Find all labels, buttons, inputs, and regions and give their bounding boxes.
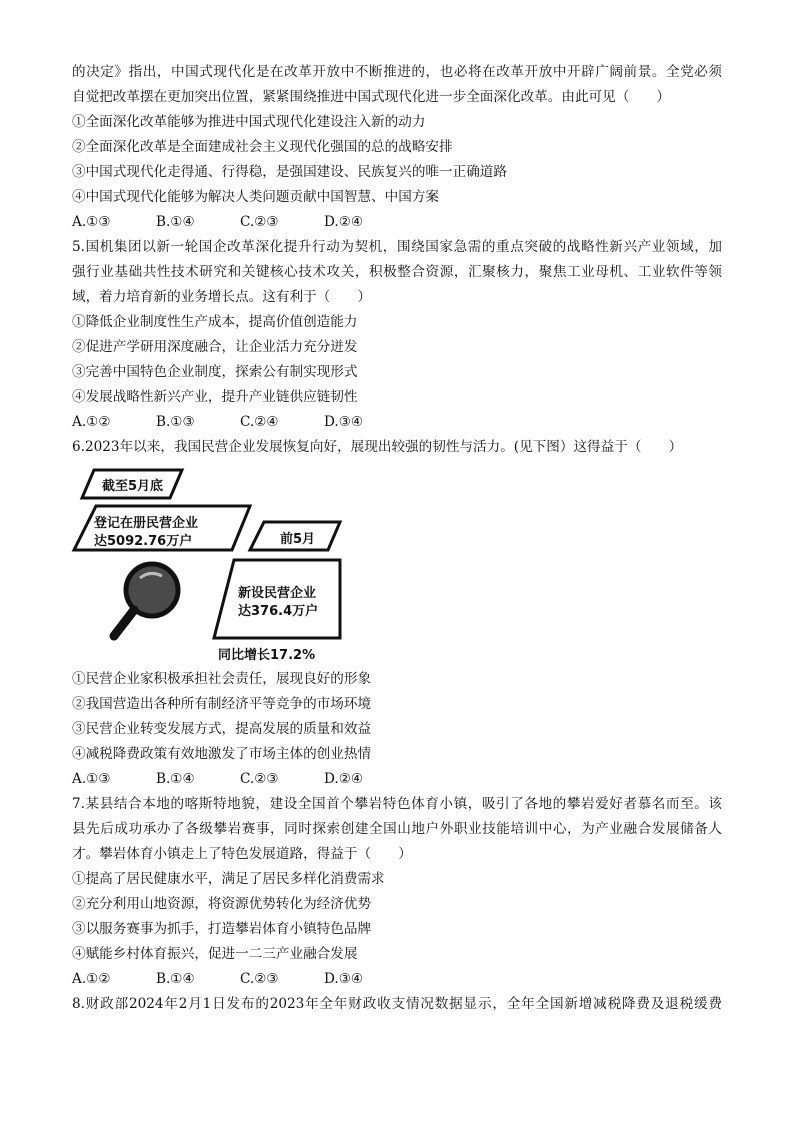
q7-choice-a: A.①② xyxy=(72,971,111,987)
q4-choice-b: B.①④ xyxy=(156,214,195,230)
q7-option-4: ④赋能乡村体育振兴，促进一二三产业融合发展 xyxy=(72,946,358,962)
q6-option-2: ②我国营造出各种所有制经济平等竞争的市场环境 xyxy=(72,696,372,712)
q7-choices xyxy=(72,970,408,988)
q4-stem-line-2: 自觉把改革摆在更加突出位置，紧紧围绕推进中国式现代化进一步全面深化改革。由此可见（ ） xyxy=(72,89,671,105)
q4-option-3: ③中国式现代化走得通、行得稳，是强国建设、民族复兴的唯一正确道路 xyxy=(72,164,507,180)
figure-label-deadline: 截至5月底 xyxy=(102,479,164,494)
q7-stem-line-1: 7.某县结合本地的喀斯特地貌，建设全国首个攀岩特色体育小镇，吸引了各地的攀岩爱好者慕名而至。该 xyxy=(72,796,722,812)
q5-choice-b: B.①③ xyxy=(156,414,195,430)
q5-stem-line-3: 域，着力培育新的业务增长点。这有利于（ ） xyxy=(72,289,372,305)
q5-option-4: ④发展战略性新兴产业，提升产业链供应链韧性 xyxy=(72,389,358,405)
q7-option-3: ③以服务赛事为抓手，打造攀岩体育小镇特色品牌 xyxy=(72,921,372,937)
q4-choice-a: A.①③ xyxy=(72,214,111,230)
q4-choice-d: D.②④ xyxy=(324,214,364,230)
q4-option-1: ①全面深化改革能够为推进中国式现代化建设注入新的动力 xyxy=(72,114,426,130)
q6-choices xyxy=(72,770,408,788)
q6-figure-shapes xyxy=(70,466,350,662)
q6-choice-a: A.①③ xyxy=(72,771,111,787)
q7-stem-line-2: 县先后成功承办了各级攀岩赛事，同时探索创建全国山地户外职业技能培训中心，为产业融合发展储备人 xyxy=(72,821,722,837)
figure-registered-line2: 达5092.76万户 xyxy=(94,534,193,549)
q5-choice-c: C.②④ xyxy=(240,414,279,430)
figure-new-line1: 新设民营企业 xyxy=(238,586,317,601)
q6-option-4: ④减税降费政策有效地激发了市场主体的创业热情 xyxy=(72,746,372,762)
q4-choices xyxy=(72,213,408,231)
q7-choice-c: C.②③ xyxy=(240,971,279,987)
q7-stem-line-3: 才。攀岩体育小镇走上了特色发展道路，得益于（ ） xyxy=(72,846,412,862)
q6-choice-c: C.②③ xyxy=(240,771,279,787)
q5-choice-d: D.③④ xyxy=(324,414,364,430)
q6-figure xyxy=(70,466,350,662)
q8-stem-line-1: 8.财政部2024年2月1日发布的2023年全年财政收支情况数据显示，全年全国新增减税降费及退税缓费 xyxy=(72,996,722,1012)
q6-option-3: ③民营企业转变发展方式，提高发展的质量和效益 xyxy=(72,721,372,737)
q6-stem-line-1: 6.2023年以来，我国民营企业发展恢复向好，展现出较强的韧性与活力。(见下图）这得益于（ ） xyxy=(72,439,683,455)
figure-new-line2: 达376.4万户 xyxy=(238,604,319,619)
q6-option-1: ①民营企业家积极承担社会责任，展现良好的形象 xyxy=(72,671,372,687)
q5-choice-a: A.①② xyxy=(72,414,111,430)
q5-option-2: ②促进产学研用深度融合，让企业活力充分迸发 xyxy=(72,339,358,355)
q4-option-2: ②全面深化改革是全面建成社会主义现代化强国的总的战略安排 xyxy=(72,139,453,155)
q7-option-1: ①提高了居民健康水平，满足了居民多样化消费需求 xyxy=(72,871,385,887)
q7-choice-b: B.①④ xyxy=(156,971,195,987)
q5-choices xyxy=(72,413,408,431)
figure-growth: 同比增长17.2% xyxy=(218,648,316,663)
q4-option-4: ④中国式现代化能够为解决人类问题贡献中国智慧、中国方案 xyxy=(72,189,440,205)
q7-option-2: ②充分利用山地资源，将资源优势转化为经济优势 xyxy=(72,896,372,912)
q5-stem-line-1: 5.国机集团以新一轮国企改革深化提升行动为契机，围绕国家急需的重点突破的战略性新兴产业领域，加 xyxy=(72,239,722,255)
q7-choice-d: D.③④ xyxy=(324,971,364,987)
q5-option-1: ①降低企业制度性生产成本，提高价值创造能力 xyxy=(72,314,358,330)
q4-stem-line-1: 的决定》指出，中国式现代化是在改革开放中不断推进的，也必将在改革开放中开辟广阔前景。全党必须 xyxy=(72,64,722,80)
q5-option-3: ③完善中国特色企业制度，探索公有制实现形式 xyxy=(72,364,358,380)
figure-registered-line1: 登记在册民营企业 xyxy=(94,516,199,531)
q6-choice-b: B.①④ xyxy=(156,771,195,787)
q4-choice-c: C.②③ xyxy=(240,214,279,230)
q6-choice-d: D.②④ xyxy=(324,771,364,787)
magnifier-handle xyxy=(114,610,134,636)
figure-label-first5: 前5月 xyxy=(280,532,316,547)
q5-stem-line-2: 强行业基础共性技术研究和关键核心技术攻关，积极整合资源，汇聚核力，聚焦工业母机、工业软件等领 xyxy=(72,264,722,280)
